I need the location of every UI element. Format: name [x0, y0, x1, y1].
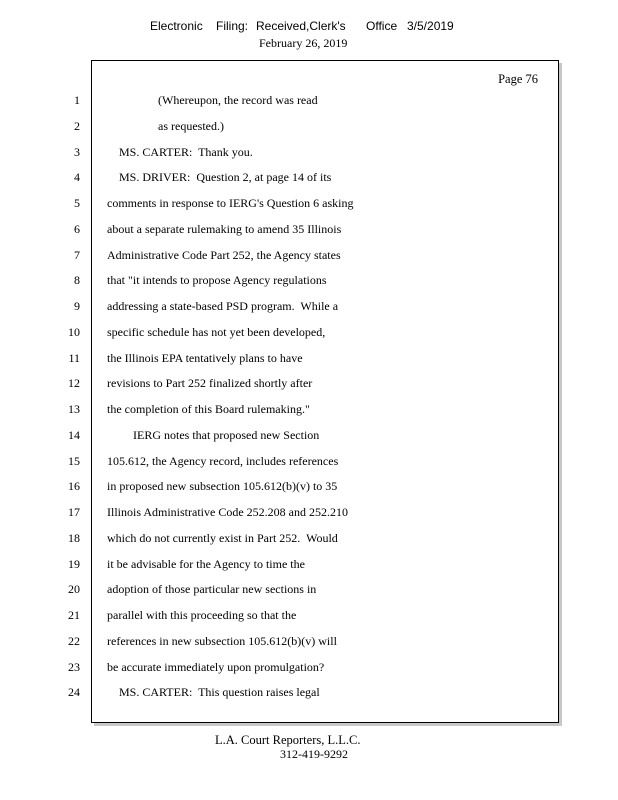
transcript-line: which do not currently exist in Part 252. Would: [107, 530, 338, 545]
stamp-filing: Filing:: [216, 19, 249, 33]
transcript-line: parallel with this proceeding so that the: [107, 608, 297, 622]
line-number: 21: [68, 608, 80, 622]
line-number: 24: [68, 685, 80, 700]
transcript-line: 105.612, the Agency record, includes references: [107, 453, 339, 468]
transcript-line: IERG notes that proposed new Section: [133, 427, 320, 442]
transcript-line: comments in response to IERG's Question 6 asking: [107, 196, 354, 210]
line-number: 4: [74, 170, 80, 185]
transcript-line: the completion of this Board rulemaking.": [107, 402, 310, 416]
filed-date: February 26, 2019: [259, 36, 348, 50]
stamp-date: 3/5/2019: [407, 19, 454, 33]
transcript-line: about a separate rulemaking to amend 35 Illinois: [107, 221, 342, 236]
line-number: 11: [68, 350, 80, 365]
line-number: 10: [68, 324, 80, 339]
transcript-line: references in new subsection 105.612(b)(v) will: [107, 633, 337, 648]
line-number: 7: [74, 247, 80, 262]
line-number: 5: [74, 196, 80, 210]
line-number: 17: [68, 505, 80, 519]
line-number: 6: [74, 221, 80, 236]
transcript-line: MS. DRIVER: Question 2, at page 14 of its: [119, 170, 332, 185]
line-number: 15: [68, 453, 80, 468]
line-number: 20: [68, 582, 80, 597]
line-number: 8: [74, 273, 80, 288]
line-number: 18: [68, 530, 80, 545]
stamp-received: Received,Clerk's: [256, 19, 346, 33]
transcript-line: specific schedule has not yet been developed,: [107, 324, 326, 339]
transcript-line: addressing a state-based PSD program. While a: [107, 299, 339, 313]
line-number: 12: [68, 376, 80, 391]
transcript-line: revisions to Part 252 finalized shortly after: [107, 376, 313, 391]
court-reporter-name: L.A. Court Reporters, L.L.C.: [215, 733, 361, 747]
line-number: 9: [74, 299, 80, 313]
transcript-line: as requested.): [158, 118, 224, 133]
line-number: 3: [74, 144, 80, 159]
stamp-electronic: Electronic: [150, 19, 203, 33]
transcript-line: it be advisable for the Agency to time the: [107, 556, 305, 571]
stamp-office: Office: [366, 19, 398, 33]
court-reporter-phone: 312-419-9292: [280, 747, 348, 761]
transcript-line: Administrative Code Part 252, the Agency states: [107, 247, 341, 262]
transcript-line: adoption of those particular new sections in: [107, 582, 317, 597]
transcript-line: be accurate immediately upon promulgation?: [107, 659, 325, 674]
line-number: 14: [68, 427, 80, 442]
transcript-line: the Illinois EPA tentatively plans to have: [107, 350, 303, 365]
transcript-line: that "it intends to propose Agency regulations: [107, 273, 327, 288]
transcript-line: (Whereupon, the record was read: [158, 93, 318, 107]
line-number: 23: [68, 659, 80, 674]
line-number: 19: [68, 556, 80, 571]
line-number: 13: [68, 402, 80, 416]
line-number: 1: [74, 93, 80, 107]
transcript-line: in proposed new subsection 105.612(b)(v) to 35: [107, 479, 338, 494]
transcript-line: Illinois Administrative Code 252.208 and 252.210: [107, 505, 348, 519]
page-number: Page 76: [498, 72, 538, 86]
transcript-line: MS. CARTER: This question raises legal: [119, 685, 320, 700]
line-number: 16: [68, 479, 80, 494]
transcript-line: MS. CARTER: Thank you.: [119, 144, 253, 159]
line-number: 2: [74, 118, 80, 133]
line-number: 22: [68, 633, 80, 648]
